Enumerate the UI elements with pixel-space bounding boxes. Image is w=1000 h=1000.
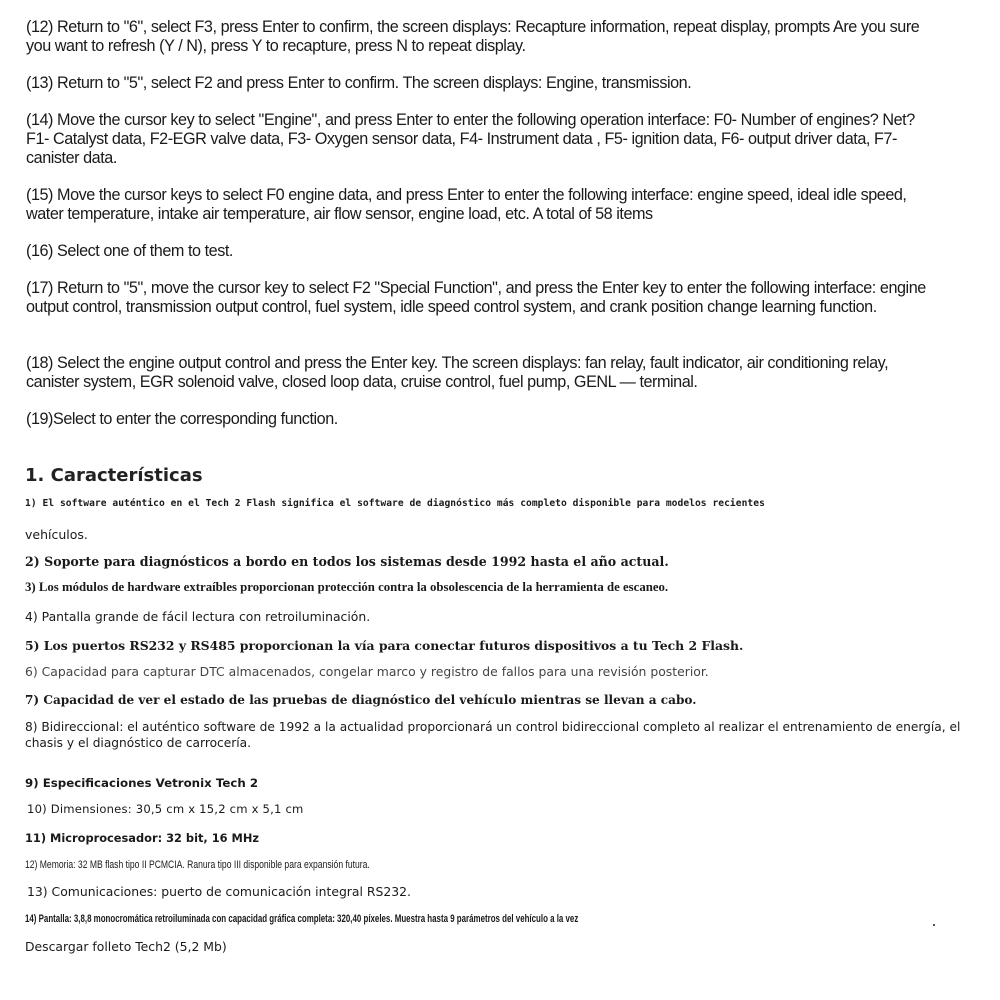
feature-8: 8) Bidireccional: el auténtico software de 1992 a la actualidad proporcionará un control bidireccional completo al realizar el entrenamiento de energía, el chasis y el diagnóstico de carrocería. [25,720,961,750]
feature-5: 5) Los puertos RS232 y RS485 proporcionan la vía para conectar futuros dispositivos a tu Tech 2 Flash. [25,638,744,653]
feature-12-wrap [25,859,467,871]
step-18: (18) Select the engine output control and press the Enter key. The screen displays: fan relay, fault indicator, air conditioning relay, canister system, EGR solenoid valve, closed loop data, cruise control, fuel pump, GENL — terminal. [26,354,889,391]
stray-dot [933,924,935,926]
feature-6: 6) Capacidad para capturar DTC almacenados, congelar marco y registro de fallos para una revisión posterior. [25,664,709,679]
step-12: (12) Return to "6", select F3, press Enter to confirm, the screen displays: Recapture information, repeat display, prompts Are you sure you want to refresh (Y / N), press Y to recapture, press N to repeat display. [26,18,920,55]
step-15: (15) Move the cursor keys to select F0 engine data, and press Enter to enter the following interface: engine speed, ideal idle speed, water temperature, intake air temperature, air flow sensor, engine load, etc. A total of 58 items [26,186,907,223]
step-14: (14) Move the cursor key to select "Engine", and press Enter to enter the following operation interface: F0- Number of engines? Net? F1- Catalyst data, F2-EGR valve data, F3- Oxygen sensor data, F4- Instrument data , F5- ignition data, F6- output driver data, F7- canister data. [26,111,915,167]
feature-3: 3) Los módulos de hardware extraíbles proporcionan protección contra la obsolescencia de la herramienta de escaneo. [25,580,669,594]
feature-12: 12) Memoria: 32 MB flash tipo II PCMCIA. Ranura tipo III disponible para expansión futura. [25,859,370,871]
features-heading: 1. Características [25,465,203,486]
feature-2: 2) Soporte para diagnósticos a bordo en todos los sistemas desde 1992 hasta el año actual. [25,554,669,569]
step-16: (16) Select one of them to test. [26,242,233,260]
step-13: (13) Return to "5", select F2 and press Enter to confirm. The screen displays: Engine, transmission. [26,74,692,92]
feature-7: 7) Capacidad de ver el estado de las pruebas de diagnóstico del vehículo mientras se llevan a cabo. [25,693,697,707]
feature-11: 11) Microprocesador: 32 bit, 16 MHz [25,831,260,845]
feature-14: 14) Pantalla: 3,8,8 monocromática retroiluminada con capacidad gráfica completa: 320,40 píxeles. Muestra hasta 9 parámetros del vehículo a la vez [25,913,579,925]
download-brochure-link[interactable]: Descargar folleto Tech2 (5,2 Mb) [25,939,227,954]
feature-4: 4) Pantalla grande de fácil lectura con retroiluminación. [25,609,371,624]
step-17: (17) Return to "5", move the cursor key to select F2 "Special Function", and press the Enter key to enter the following interface: engine output control, transmission output control, fuel system, idle speed control system, and crank position change learning function. [26,279,926,316]
feature-10: 10) Dimensiones: 30,5 cm x 15,2 cm x 5,1 cm [27,802,304,816]
step-19: (19)Select to enter the corresponding function. [26,410,338,428]
feature-1-continuation: vehículos. [25,527,88,542]
feature-1: 1) El software auténtico en el Tech 2 Flash significa el software de diagnóstico más completo disponible para modelos recientes [25,498,765,509]
feature-9: 9) Especificaciones Vetronix Tech 2 [25,776,259,790]
feature-14-wrap [25,913,793,925]
feature-13: 13) Comunicaciones: puerto de comunicación integral RS232. [27,884,411,899]
